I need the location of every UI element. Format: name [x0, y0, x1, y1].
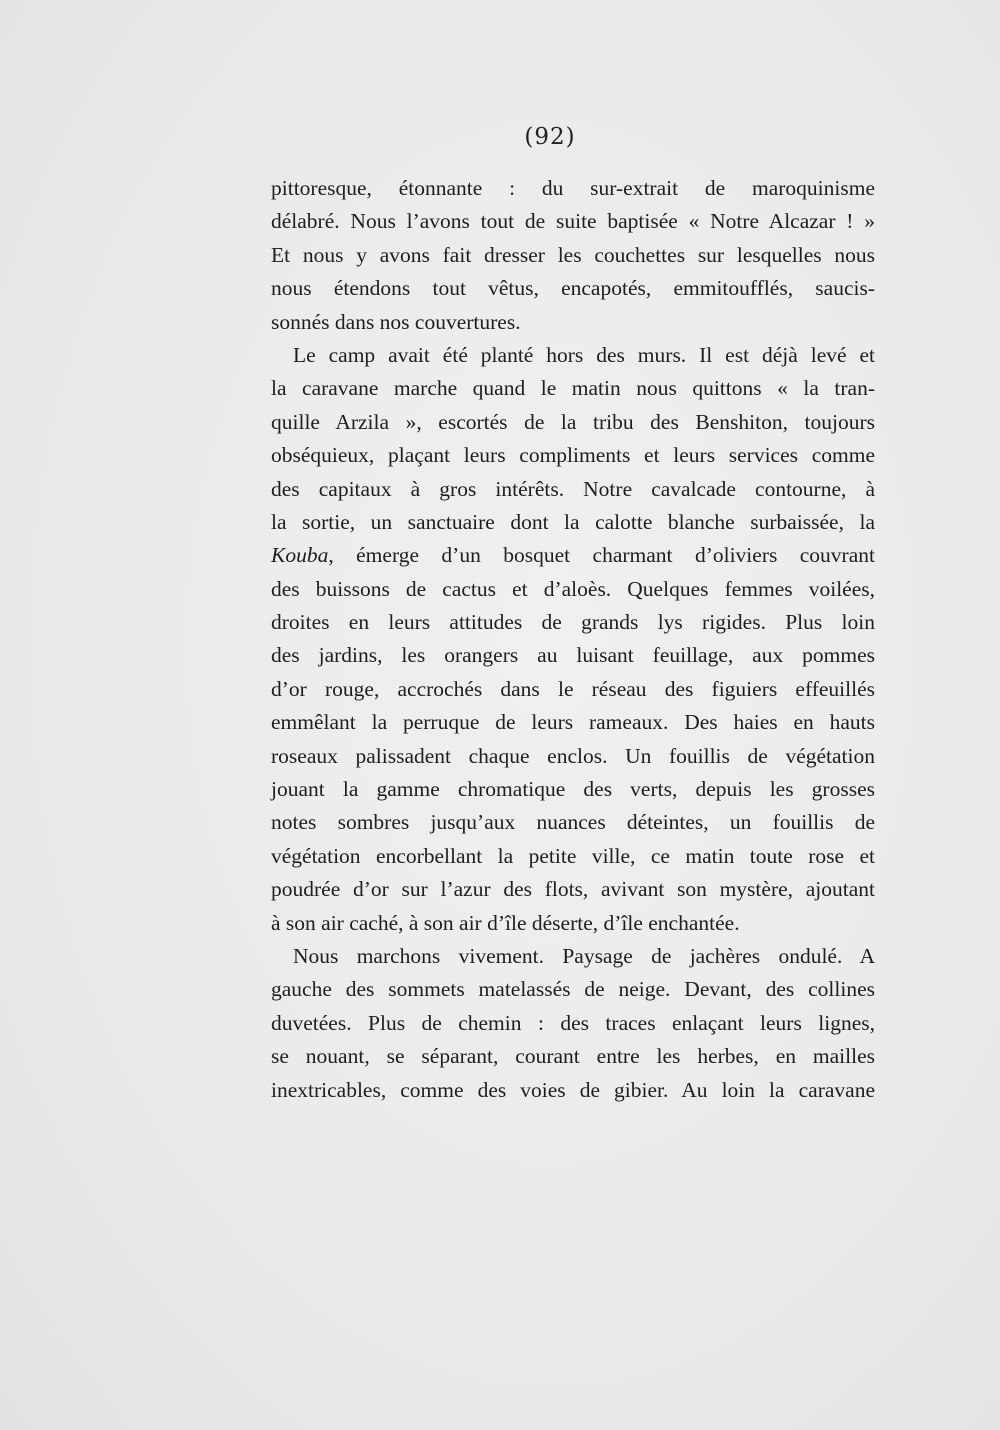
text-line: gauche des sommets matelassés de neige. Devant, des collines [271, 977, 875, 1002]
text-line: droites en leurs attitudes de grands lys rigides. Plus loin [271, 610, 875, 635]
text-line: sonnés dans nos couvertures. [271, 309, 521, 334]
text-line: d’or rouge, accrochés dans le réseau des figuiers effeuillés [271, 676, 875, 701]
text-line: pittoresque, étonnante : du sur-extrait de maroquinisme [271, 176, 875, 200]
text-fragment: , émerge d’un bosquet charmant d’oliviers couvrant [328, 543, 875, 568]
text-line: nous étendons tout vêtus, encapotés, emmitoufflés, saucis- [271, 276, 875, 301]
text-line: inextricables, comme des voies de gibier. Au loin la caravane [271, 1077, 875, 1102]
text-line: végétation encorbellant la petite ville, ce matin toute rose et [271, 843, 875, 868]
text-line: des capitaux à gros intérêts. Notre cavalcade contourne, à [271, 476, 875, 501]
text-line: Le camp avait été planté hors des murs. Il est déjà levé et [293, 342, 875, 367]
page-number: (92) [524, 124, 576, 150]
text-line-with-italic [271, 539, 875, 572]
text-line: à son air caché, à son air d’île déserte, d’île enchantée. [271, 910, 740, 935]
text-line: poudrée d’or sur l’azur des flots, avivant son mystère, ajoutant [271, 877, 875, 902]
text-line: obséquieux, plaçant leurs compliments et leurs services comme [271, 443, 875, 468]
text-line: Et nous y avons fait dresser les couchettes sur lesquelles nous [271, 242, 875, 267]
text-line: se nouant, se séparant, courant entre les herbes, en mailles [271, 1044, 875, 1069]
text-line: duvetées. Plus de chemin : des traces enlaçant leurs lignes, [271, 1010, 875, 1035]
body-text [271, 172, 875, 1107]
text-line: jouant la gamme chromatique des verts, depuis les grosses [271, 777, 875, 802]
text-line: Nous marchons vivement. Paysage de jachères ondulé. A [293, 943, 875, 968]
text-line: des jardins, les orangers au luisant feuillage, aux pommes [271, 643, 875, 668]
text-line: quille Arzila », escortés de la tribu des Benshiton, toujours [271, 409, 875, 434]
italic-word: Kouba [271, 543, 329, 568]
text-line: emmêlant la perruque de leurs rameaux. Des haies en hauts [271, 710, 875, 735]
text-line: des buissons de cactus et d’aloès. Quelques femmes voilées, [271, 576, 875, 601]
text-line: la caravane marche quand le matin nous quittons « la tran- [271, 376, 875, 401]
text-line: notes sombres jusqu’aux nuances déteintes, un fouillis de [271, 810, 875, 835]
text-line: roseaux palissadent chaque enclos. Un fouillis de végétation [271, 743, 875, 768]
text-line: la sortie, un sanctuaire dont la calotte blanche surbaissée, la [271, 509, 875, 534]
text-line: délabré. Nous l’avons tout de suite baptisée « Notre Alcazar ! » [271, 209, 875, 234]
